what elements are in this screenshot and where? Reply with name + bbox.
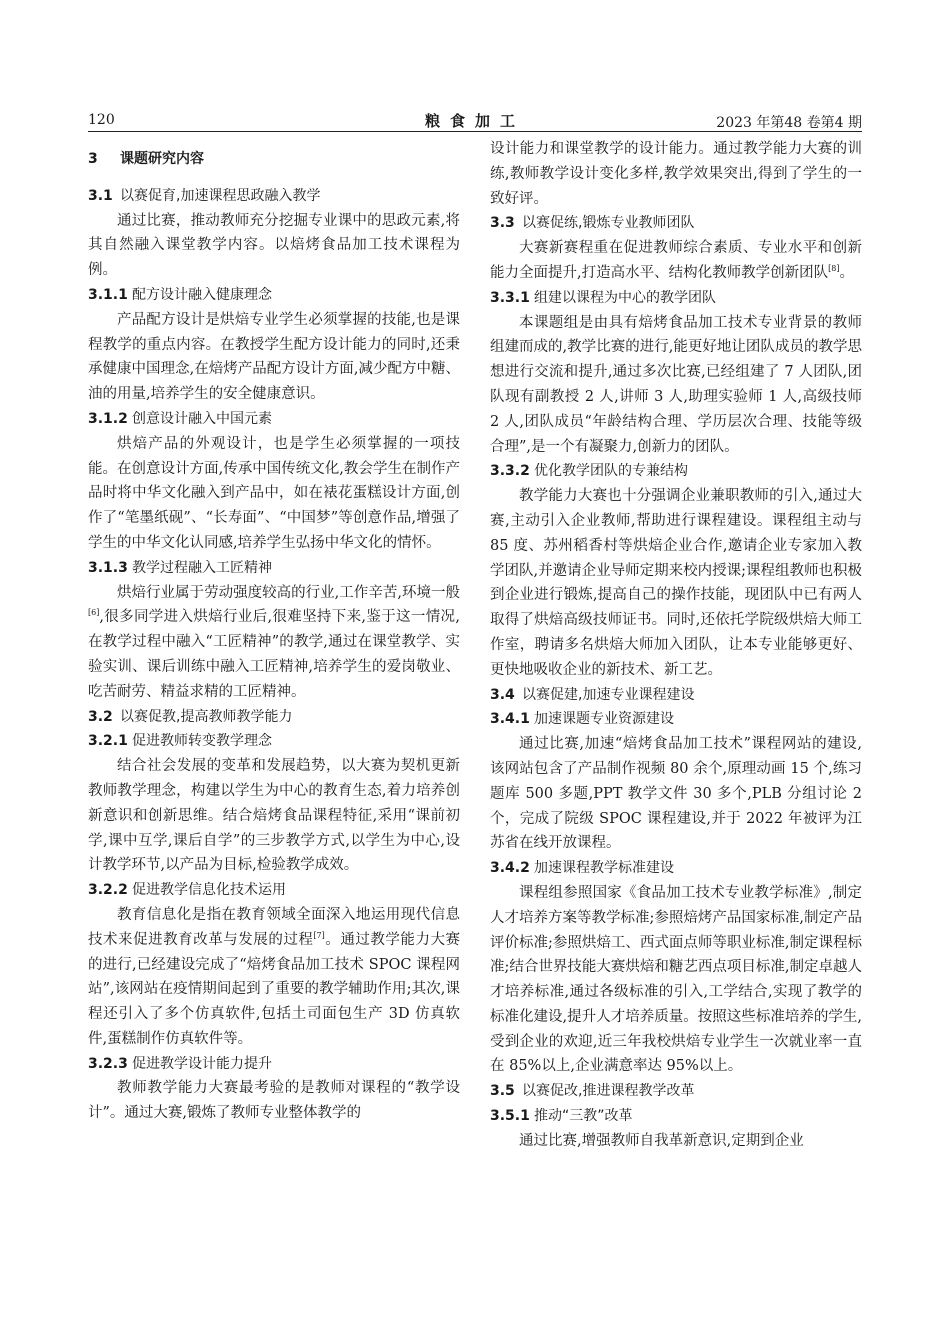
section-number: 3.5 [490,1083,515,1100]
paragraph-text: 结合社会发展的变革和发展趋势，以大赛为契机更新教师教学理念，构建以学生为中心的教育生态,着力培养创新意识和创新思维。结合焙烤食品课程特征,采用“课前初学,课中互学,课后自学”的三步教学方式,以学生为中心,设计教学环节,以产品为目标,检验教学成效。 [88,758,460,874]
body-paragraph [88,754,460,878]
issue-info: 2023 年第48 卷第4 期 [716,115,862,131]
section-heading [88,556,460,581]
section-title: 以赛促改,推进课程教学改革 [522,1083,695,1100]
section-number: 3.1.1 [88,286,128,303]
body-paragraph [88,209,460,283]
section-number: 3.2.2 [88,882,128,899]
section-title: 配方设计融入健康理念 [132,286,272,303]
section-heading [490,856,862,881]
section-number: 3.4 [490,686,515,703]
section-number: 3.1.2 [88,410,128,427]
body-paragraph [490,137,862,211]
body-paragraph [88,308,460,407]
section-title: 以赛促教,提高教师教学能力 [120,708,293,725]
body-paragraph [490,1129,862,1154]
citation-ref: [8] [828,264,840,274]
body-paragraph [88,903,460,1052]
left-column [88,137,460,1126]
section-title: 促进教学设计能力提升 [132,1055,272,1072]
right-column [490,137,862,1154]
section-heading [490,286,862,311]
section-heading [88,878,460,903]
body-paragraph [490,236,862,286]
section-number: 3.3.2 [490,463,530,480]
body-paragraph [490,484,862,682]
section-number: 3.1 [88,187,113,204]
paragraph-text: 通过比赛,增强教师自我革新意识,定期到企业 [519,1132,804,1149]
section-number: 3.2 [88,708,113,725]
section-number: 3.2.1 [88,733,128,750]
section-number: 3.3 [490,215,515,232]
paragraph-text: ,很多同学进入烘焙行业后,很难坚持下来,鉴于这一情况,在教学过程中融入“工匠精神”的教学,通过在课堂教学、实验实训、课后训练中融入工匠精神,培养学生的爱岗敬业、吃苦耐劳、精益求精的工匠精神。 [88,609,460,700]
section-heading [490,1079,862,1104]
section-title: 教学过程融入工匠精神 [132,559,272,576]
section-number: 3.3.1 [490,289,530,306]
section-title: 加速课程教学标准建设 [534,860,674,877]
section-number: 3.1.3 [88,559,128,576]
body-paragraph [88,1076,460,1126]
section-title: 促进教学信息化技术运用 [132,882,286,899]
body-paragraph [88,432,460,556]
paragraph-text: 本课题组是由具有焙烤食品加工技术专业背景的教师组建而成的,教学比赛的进行,能更好地让团队成员的教学思想进行交流和提升,通过多次比赛,已经组建了 7 人团队,团队现有副教授 2 人,讲师 3 人,助理实验师 1 人,高级技师 2 人,团队成员“年龄结构合理、学历层次合理、技能等级合理”,是一个有凝聚力,创新力的团队。 [490,314,862,455]
paragraph-text: 通过比赛，推动教师充分挖掘专业课中的思政元素,将其自然融入课堂教学内容。以焙烤食品加工技术课程为例。 [88,212,460,279]
paragraph-text: 设计能力和课堂教学的设计能力。通过教学能力大赛的训练,教师教学设计变化多样,教学效果突出,得到了学生的一致好评。 [490,141,862,207]
section-title: 组建以课程为中心的教学团队 [534,289,716,306]
paragraph-text: 。通过教学能力大赛的进行,已经建设完成了“焙烤食品加工技术 SPOC 课程网站”,该网站在疫情期间起到了重要的教学辅助作用;其次,课程还引入了多个仿真软件,包括土司面包生产 3D 仿真软件,蛋糕制作仿真软件等。 [88,931,461,1047]
section-heading [88,705,460,730]
paragraph-text: 烘焙产品的外观设计，也是学生必须掌握的一项技能。在创意设计方面,传承中国传统文化,教会学生在制作产品时将中华文化融入到产品中，如在裱花蛋糕设计方面,创作了“笔墨纸砚”、“长寿面”、“中国梦”等创意作品,增强了学生的中华文化认同感,培养学生弘扬中华文化的情怀。 [88,435,460,551]
body-paragraph [490,732,862,856]
section-heading [490,683,862,708]
section-heading [88,1052,460,1077]
section-title: 创意设计融入中国元素 [132,410,272,427]
section-title: 推动“三教”改革 [534,1108,633,1125]
section-number: 3.2.3 [88,1055,128,1072]
section-heading [490,1104,862,1129]
paragraph-text: 通过比赛,加速“焙烤食品加工技术”课程网站的建设,该网站包含了产品制作视频 80 余个,原理动画 15 个,练习题库 500 多题,PPT 教学文件 30 多个,PLB 分组讨论 2 个，完成了院级 SPOC 课程建设,并于 2022 年被评为江苏省在线开放课程。 [490,736,862,852]
header-rule [88,131,862,132]
section-title: 以赛促育,加速课程思政融入教学 [120,187,321,204]
citation-ref: [6] [88,608,100,618]
section-heading [88,407,460,432]
section-heading [88,729,460,754]
section-heading [490,707,862,732]
section-title: 促进教师转变教学理念 [132,733,272,750]
section-number: 3.4.1 [490,711,530,728]
paragraph-text: 。 [839,264,854,281]
section-number: 3.4.2 [490,860,530,877]
body-paragraph [490,311,862,460]
paragraph-text: 教师教学能力大赛最考验的是教师对课程的“教学设计”。通过大赛,锻炼了教师专业整体教学的 [88,1080,460,1122]
section-title: 以赛促练,锻炼专业教师团队 [522,215,695,232]
body-paragraph [490,881,862,1079]
section-heading [490,459,862,484]
paragraph-text: 教育信息化是指在教育领域全面深入地运用现代信息技术来促进教育改革与发展的过程 [88,906,460,948]
section-title: 以赛促建,加速专业课程建设 [522,686,695,703]
section-number: 3.5.1 [490,1108,530,1125]
citation-ref: [7] [313,930,325,940]
section-heading [88,184,460,209]
page-number: 120 [88,112,115,128]
section-heading [88,147,460,172]
paragraph-text: 烘焙行业属于劳动强度较高的行业,工作辛苦,环境一般 [117,584,460,601]
journal-title: 粮食加工 [424,112,525,130]
paragraph-text: 课程组参照国家《食品加工技术专业教学标准》,制定人才培养方案等教学标准;参照焙烤产品国家标准,制定产品评价标准;参照烘焙工、西式面点师等职业标准,制定课程标准;结合世界技能大赛烘焙和糖艺西点项目标准,制定卓越人才培养标准,通过各级标准的引入,工学结合,实现了教学的标准化建设,提升人才培养质量。按照这些标准培养的学生,受到企业的欢迎,近三年我校烘焙专业学生一次就业率一直在 85%以上,企业满意率达 95%以上。 [490,884,862,1075]
section-number: 3 [88,151,98,167]
paragraph-text: 产品配方设计是烘焙专业学生必须掌握的技能,也是课程教学的重点内容。在教授学生配方设计能力的同时,还秉承健康中国理念,在焙烤产品配方设计方面,减少配方中糖、油的用量,培养学生的安全健康意识。 [88,311,460,403]
paragraph-text: 大赛新赛程重在促进教师综合素质、专业水平和创新能力全面提升,打造高水平、结构化教师教学创新团队 [490,240,862,281]
section-heading [490,211,862,236]
section-title: 加速课题专业资源建设 [534,711,674,728]
section-title: 优化教学团队的专兼结构 [534,463,688,480]
body-paragraph [88,581,460,705]
section-title: 课题研究内容 [120,151,204,167]
section-heading [88,283,460,308]
paragraph-text: 教学能力大赛也十分强调企业兼职教师的引入,通过大赛,主动引入企业教师,帮助进行课程建设。课程组主动与 85 度、苏州稻香村等烘焙企业合作,邀请企业专家加入教学团队,并邀请企业导师定期来校内授课;课程组教师也积极到企业进行锻炼,提高自己的操作技能，现团队中已有两人取得了烘焙高级技师证书。同时,还依托学院级烘焙大师工作室，聘请多名烘焙大师加入团队，让本专业能够更好、更快地吸收企业的新技术、新工艺。 [490,488,862,678]
